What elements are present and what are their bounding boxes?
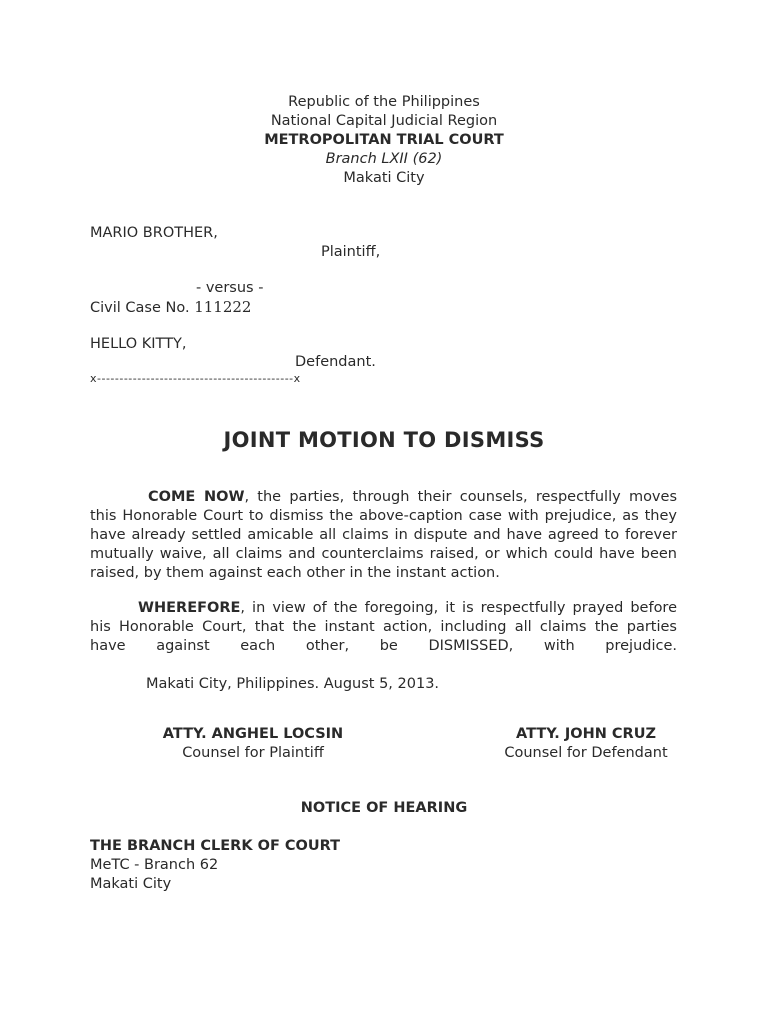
body-paragraph-2 bbox=[90, 599, 677, 656]
header-republic: Republic of the Philippines bbox=[288, 94, 480, 110]
para2-lead: WHEREFORE bbox=[138, 600, 241, 616]
header-region: National Capital Judicial Region bbox=[270, 113, 498, 129]
case-number-value: 111222 bbox=[194, 298, 252, 316]
plaintiff-counsel-role: Counsel for Plaintiff bbox=[182, 745, 324, 761]
defendant-name: HELLO KITTY, bbox=[90, 336, 187, 352]
versus-label: - versus - bbox=[196, 280, 264, 296]
plaintiff-name: MARIO BROTHER, bbox=[90, 225, 218, 241]
plaintiff-counsel-name-text: ATTY. ANGHEL LOCSIN bbox=[162, 726, 344, 742]
header-court: METROPOLITAN TRIAL COURT bbox=[264, 132, 504, 148]
notice-office: MeTC - Branch 62 bbox=[90, 857, 219, 873]
header-city: Makati City bbox=[343, 170, 425, 186]
plaintiff-role: Plaintiff, bbox=[321, 244, 381, 260]
notice-heading: NOTICE OF HEARING bbox=[300, 800, 468, 816]
place-date: Makati City, Philippines. August 5, 2013. bbox=[146, 676, 440, 692]
defendant-role: Defendant. bbox=[295, 354, 376, 370]
document-title: JOINT MOTION TO DISMISS bbox=[223, 428, 545, 452]
defendant-counsel-name bbox=[497, 726, 675, 742]
para2-text: , in view of the foregoing, it is respectfully prayed before his Honorable Court, that the instant action, including all claims the parties have against each other, be DISMISSED, with prejudice. bbox=[90, 600, 677, 654]
para1-lead: COME NOW bbox=[148, 489, 245, 505]
case-number-label: Civil Case No. bbox=[90, 300, 190, 316]
notice-city: Makati City bbox=[90, 876, 172, 892]
defendant-counsel-role: Counsel for Defendant bbox=[504, 745, 668, 761]
defendant-counsel-name-text: ATTY. JOHN CRUZ bbox=[515, 726, 656, 742]
case-number bbox=[90, 298, 251, 316]
plaintiff-counsel-name bbox=[150, 726, 356, 742]
caption-divider: x--------------------------------------------x bbox=[90, 372, 301, 385]
header-branch: Branch LXII (62) bbox=[325, 151, 443, 167]
notice-addressee: THE BRANCH CLERK OF COURT bbox=[90, 838, 341, 854]
body-paragraph-1 bbox=[90, 488, 677, 583]
para1-text: , the parties, through their counsels, respectfully moves this Honorable Court to dismiss the above-caption case with prejudice, as they have already settled amicable all claims in dispute and have agreed to forever mutually waive, all claims and counterclaims raised, or which could have been raised, by them against each other in the instant action. bbox=[90, 489, 677, 581]
